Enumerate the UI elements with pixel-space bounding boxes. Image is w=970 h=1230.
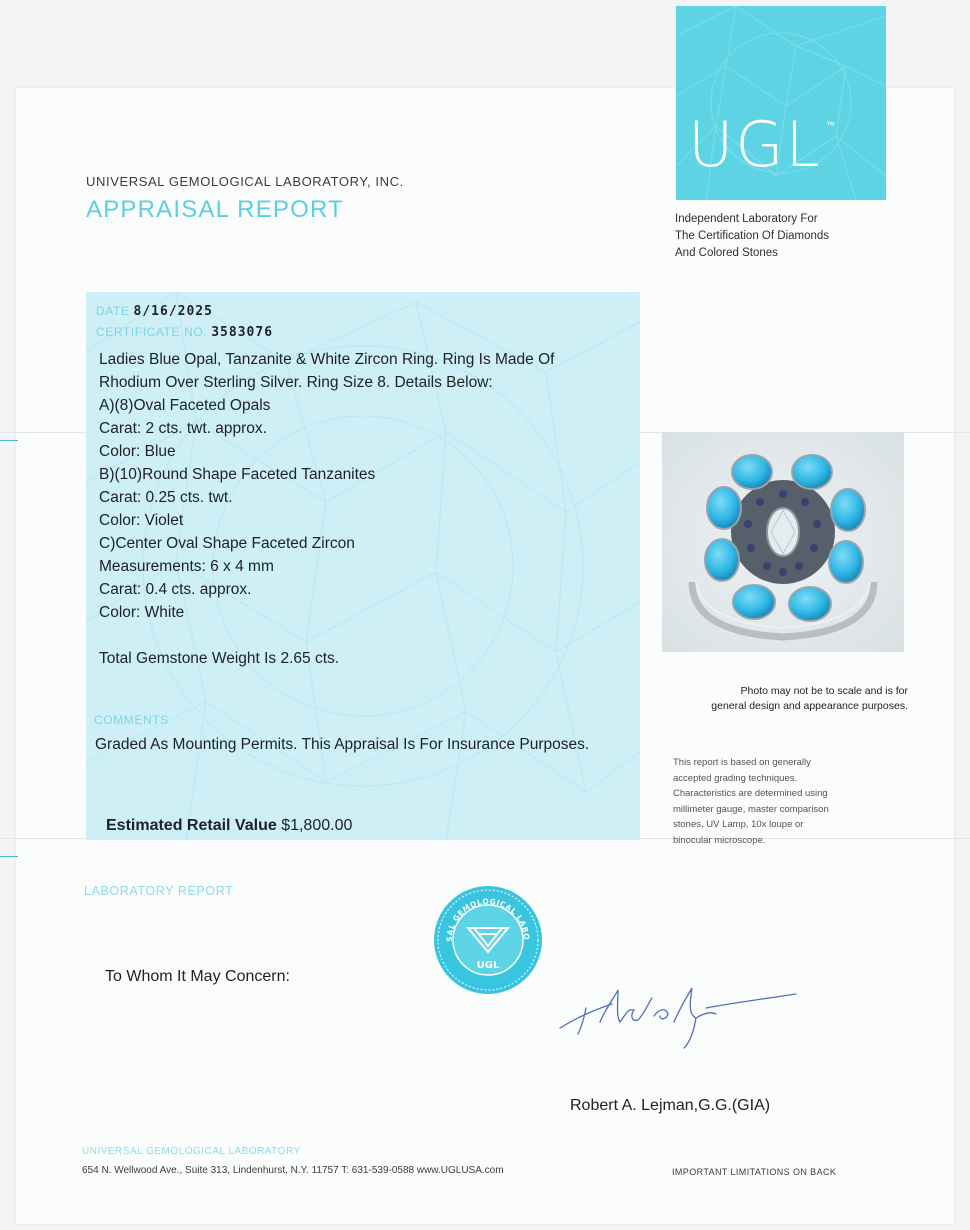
method-line: Characteristics are determined using — [673, 788, 828, 799]
description-line: Color: Blue — [99, 443, 176, 460]
grading-method-note — [673, 755, 873, 848]
description-spacer — [99, 624, 554, 647]
certificate-number: 3583076 — [211, 325, 274, 340]
lab-name: UNIVERSAL GEMOLOGICAL LABORATORY, INC. — [86, 174, 404, 189]
footer-organization: UNIVERSAL GEMOLOGICAL LABORATORY — [82, 1146, 301, 1157]
description-line: A)(8)Oval Faceted Opals — [99, 397, 271, 414]
laboratory-report-label: LABORATORY REPORT — [84, 884, 234, 898]
trademark-mark: ™ — [826, 120, 835, 130]
ugl-seal — [432, 884, 544, 996]
method-line: binocular microscope. — [673, 834, 766, 846]
limitations-notice: IMPORTANT LIMITATIONS ON BACK — [672, 1167, 837, 1177]
method-line: This report is based on generally — [673, 757, 811, 768]
description-line: C)Center Oval Shape Faceted Zircon — [99, 535, 355, 552]
report-title: APPRAISAL REPORT — [86, 196, 344, 223]
photo-caption — [668, 684, 908, 714]
seal-ring-text: SAL GEMOLOGICAL LABO — [444, 896, 532, 942]
lab-tagline — [675, 211, 829, 262]
certificate-label: CERTIFICATE NO. — [96, 325, 208, 339]
date-value: 8/16/2025 — [133, 304, 213, 319]
handwritten-signature — [556, 968, 806, 1052]
tagline-line: And Colored Stones — [675, 247, 778, 259]
estimated-value — [106, 817, 352, 835]
ugl-logo-block — [676, 6, 886, 200]
description-line: Ladies Blue Opal, Tanzanite & White Zircon Ring. Ring Is Made Of — [99, 351, 555, 368]
comments-text: Graded As Mounting Permits. This Appraisal Is For Insurance Purposes. — [95, 736, 590, 753]
seal-graphic — [432, 884, 544, 996]
method-line: stones, UV Lamp, 10x loupe or — [673, 819, 804, 830]
signer-name: Robert A. Lejman,G.G.(GIA) — [570, 1097, 771, 1114]
date-label: DATE — [96, 304, 130, 318]
logo-wordmark: UGL — [688, 108, 822, 181]
tagline-line: Independent Laboratory For — [675, 213, 818, 225]
seal-logo-text: UGL — [476, 960, 500, 971]
method-line: accepted grading techniques. — [673, 772, 798, 784]
comments-label: COMMENTS — [94, 713, 169, 727]
ring-photo — [662, 432, 904, 652]
date-row — [96, 304, 213, 319]
item-description — [99, 348, 554, 670]
estimate-label: Estimated Retail Value — [106, 817, 277, 834]
description-line: Carat: 2 cts. twt. approx. — [99, 420, 267, 437]
description-line: Color: White — [99, 604, 185, 621]
ring-illustration — [662, 432, 904, 652]
description-line: B)(10)Round Shape Faceted Tanzanites — [99, 466, 376, 483]
tagline-line: The Certification Of Diamonds — [675, 230, 830, 242]
certificate-row — [96, 325, 273, 340]
zircon-center-stone — [767, 508, 799, 556]
description-line: Carat: 0.25 cts. twt. — [99, 489, 233, 506]
footer-address: 654 N. Wellwood Ave., Suite 313, Lindenhurst, N.Y. 11757 T: 631-539-0588 www.UGLUSA.com — [82, 1165, 504, 1176]
total-weight-line: Total Gemstone Weight Is 2.65 cts. — [99, 650, 340, 667]
method-line: millimeter gauge, master comparison — [673, 803, 829, 815]
caption-line: Photo may not be to scale and is for — [740, 685, 908, 697]
caption-line: general design and appearance purposes. — [711, 700, 908, 712]
description-line: Measurements: 6 x 4 mm — [99, 558, 274, 575]
salutation: To Whom It May Concern: — [105, 968, 290, 985]
estimate-value: $1,800.00 — [281, 817, 353, 834]
fold-marker — [0, 856, 18, 857]
description-line: Color: Violet — [99, 512, 184, 529]
description-line: Rhodium Over Sterling Silver. Ring Size 8. Details Below: — [99, 374, 493, 391]
description-line: Carat: 0.4 cts. approx. — [99, 581, 252, 598]
fold-marker — [0, 440, 18, 441]
